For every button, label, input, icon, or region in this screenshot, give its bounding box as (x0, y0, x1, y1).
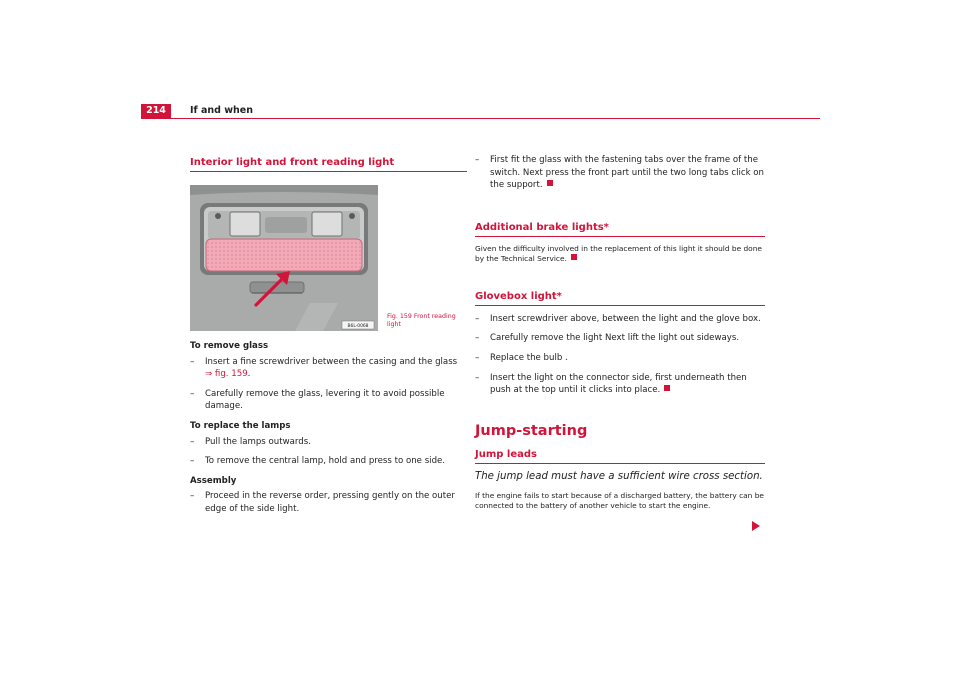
dash-icon: – (475, 313, 480, 324)
left-column (190, 156, 467, 523)
header-rule (141, 118, 820, 119)
section-title-jump-leads: Jump leads (475, 448, 765, 464)
dash-icon: – (475, 352, 480, 363)
list-item (475, 372, 765, 397)
dash-icon: – (475, 155, 480, 165)
figure-caption: Fig. 159 Front reading light (387, 313, 456, 328)
glovebox-step-4: Insert the light on the connector side, first underneath then push at the top until it clicks into place. (490, 372, 747, 396)
replace-step-1: Pull the lamps outwards. (205, 436, 311, 447)
glovebox-step-2: Carefully remove the light Next lift the light out sideways. (490, 333, 740, 344)
remove-step-2: Carefully remove the glass, levering it to avoid possible damage. (205, 388, 445, 412)
dash-icon: – (475, 333, 480, 344)
dash-icon: – (475, 372, 480, 383)
dash-icon: – (190, 456, 195, 467)
dash-icon: – (190, 436, 195, 447)
figure-reference-link[interactable]: ⇒ fig. 159 (205, 369, 248, 380)
reading-light-figure (190, 185, 378, 331)
list-item (190, 388, 467, 413)
jump-leads-text: If the engine fails to start because of a discharged battery, the battery can be connected to the battery of another vehicle to start the engine. (475, 490, 764, 510)
list-item (190, 490, 467, 515)
section-title-brake-lights: Additional brake lights* (475, 221, 765, 237)
assembly-step-1: Proceed in the reverse order, pressing gently on the outer edge of the side light. (205, 491, 455, 514)
dash-icon: – (190, 388, 195, 399)
figure-row (190, 185, 467, 331)
jump-leads-lead: The jump lead must have a sufficient wire cross section. (475, 470, 763, 482)
remove-step-1: Insert a fine screwdriver between the casing and the glass (205, 356, 458, 367)
section-title-interior-light: Interior light and front reading light (190, 156, 467, 172)
page-number: 214 (141, 104, 171, 118)
dash-icon: – (190, 491, 195, 502)
replace-lamps-label: To replace the lamps (190, 420, 291, 431)
red-square-end-icon (547, 180, 553, 186)
chapter-heading-jump-starting: Jump-starting (475, 422, 588, 439)
section-title-glovebox-light: Glovebox light* (475, 290, 765, 306)
right-column (475, 154, 765, 511)
remove-step-1-end: . (247, 369, 251, 380)
list-item (190, 356, 467, 381)
brake-lights-text: Given the difficulty involved in the replacement of this light it should be done by the Technical Service. (475, 243, 762, 263)
list-item (190, 436, 467, 449)
figure-code: B6L-0068 (347, 324, 369, 329)
glovebox-step-3: Replace the bulb . (490, 352, 568, 363)
list-item (475, 352, 765, 365)
glovebox-step-1: Insert screwdriver above, between the light and the glove box. (490, 313, 761, 324)
list-item (475, 332, 765, 345)
red-square-end-icon (664, 385, 670, 391)
red-square-end-icon (571, 254, 577, 260)
replace-step-2: To remove the central lamp, hold and press to one side. (205, 456, 446, 467)
list-item (190, 455, 467, 468)
assembly-label: Assembly (190, 475, 237, 486)
remove-glass-label: To remove glass (190, 341, 269, 351)
refit-step: First fit the glass with the fastening tabs over the frame of the switch. Next press the front part until the two long tabs click on the support. (490, 155, 764, 191)
dash-icon: – (190, 356, 195, 367)
continue-arrow-icon (752, 521, 760, 531)
list-item (475, 313, 765, 326)
chapter-title: If and when (190, 105, 254, 116)
list-item (475, 154, 765, 192)
